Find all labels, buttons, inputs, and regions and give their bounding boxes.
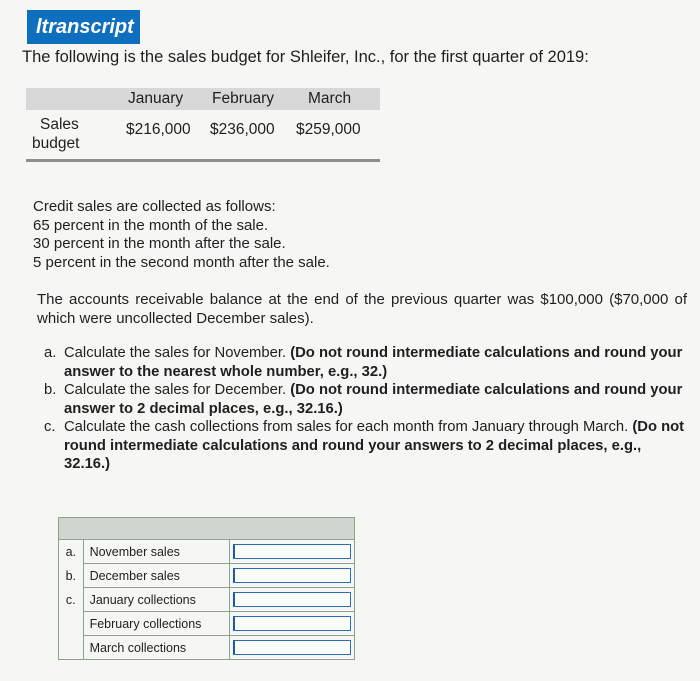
input-cell (230, 636, 355, 660)
answer-table (58, 517, 355, 660)
transcript-badge[interactable]: ltranscript (27, 10, 140, 44)
question-c (44, 418, 687, 474)
value-january: $216,000 (126, 121, 191, 138)
value-march: $259,000 (296, 121, 361, 138)
row-letter (59, 612, 84, 636)
answer-row-march (59, 636, 355, 660)
december-sales-input[interactable] (233, 568, 351, 583)
budget-label-line1: Sales (40, 116, 79, 133)
input-cell (230, 540, 355, 564)
question-text: Calculate the sales for November. (64, 345, 287, 361)
input-cell (230, 612, 355, 636)
answer-row-february (59, 612, 355, 636)
budget-bottom-rule (26, 159, 380, 162)
row-letter (59, 636, 84, 660)
answer-row-december (59, 564, 355, 588)
row-label: March collections (83, 636, 229, 660)
question-list (44, 344, 687, 474)
answer-row-january (59, 588, 355, 612)
row-letter: c. (59, 588, 84, 612)
value-february: $236,000 (210, 121, 275, 138)
question-a (44, 344, 687, 381)
february-collections-input[interactable] (233, 616, 351, 631)
question-letter: c. (44, 419, 56, 435)
november-sales-input[interactable] (233, 544, 351, 559)
credit-terms (33, 198, 330, 272)
question-letter: b. (44, 382, 57, 398)
credit-line: 65 percent in the month of the sale. (33, 216, 269, 234)
question-instruction: (Do not round intermediate calculations and round your answers to 2 decimal places, e.g., 32.16.) (64, 419, 685, 472)
ar-balance-text: The accounts receivable balance at the end of the previous quarter was $100,000 ($70,000 of which were uncollected December sales). (37, 291, 687, 327)
row-label: December sales (83, 564, 229, 588)
budget-header-row (26, 88, 380, 110)
row-letter: b. (59, 564, 84, 588)
answer-table-header (59, 518, 355, 540)
question-text: Calculate the cash collections from sales for each month from January through March. (64, 419, 629, 435)
month-january: January (128, 90, 184, 107)
month-march: March (308, 90, 352, 107)
month-february: February (212, 90, 275, 107)
question-letter: a. (44, 345, 57, 361)
budget-label-line2: budget (32, 135, 80, 152)
credit-line: 5 percent in the second month after the sale. (33, 253, 330, 271)
intro-text: The following is the sales budget for Shleifer, Inc., for the first quarter of 2019: (22, 48, 589, 66)
input-cell (230, 588, 355, 612)
row-label: January collections (83, 588, 229, 612)
question-instruction: (Do not round intermediate calculations and round your answer to the nearest whole number, e.g., 32.) (64, 345, 683, 380)
question-instruction: (Do not round intermediate calculations and round your answer to 2 decimal places, e.g., 32.16.) (64, 382, 683, 417)
question-text: Calculate the sales for December. (64, 382, 287, 398)
credit-line: 30 percent in the month after the sale. (33, 235, 286, 252)
row-label: February collections (83, 612, 229, 636)
header-cell (59, 518, 355, 540)
january-collections-input[interactable] (233, 592, 351, 607)
answer-row-november (59, 540, 355, 564)
row-letter: a. (59, 540, 84, 564)
march-collections-input[interactable] (233, 640, 351, 655)
input-cell (230, 564, 355, 588)
row-label: November sales (83, 540, 229, 564)
credit-line: Credit sales are collected as follows: (33, 198, 276, 215)
budget-row-label (32, 115, 79, 153)
question-b (44, 381, 687, 418)
